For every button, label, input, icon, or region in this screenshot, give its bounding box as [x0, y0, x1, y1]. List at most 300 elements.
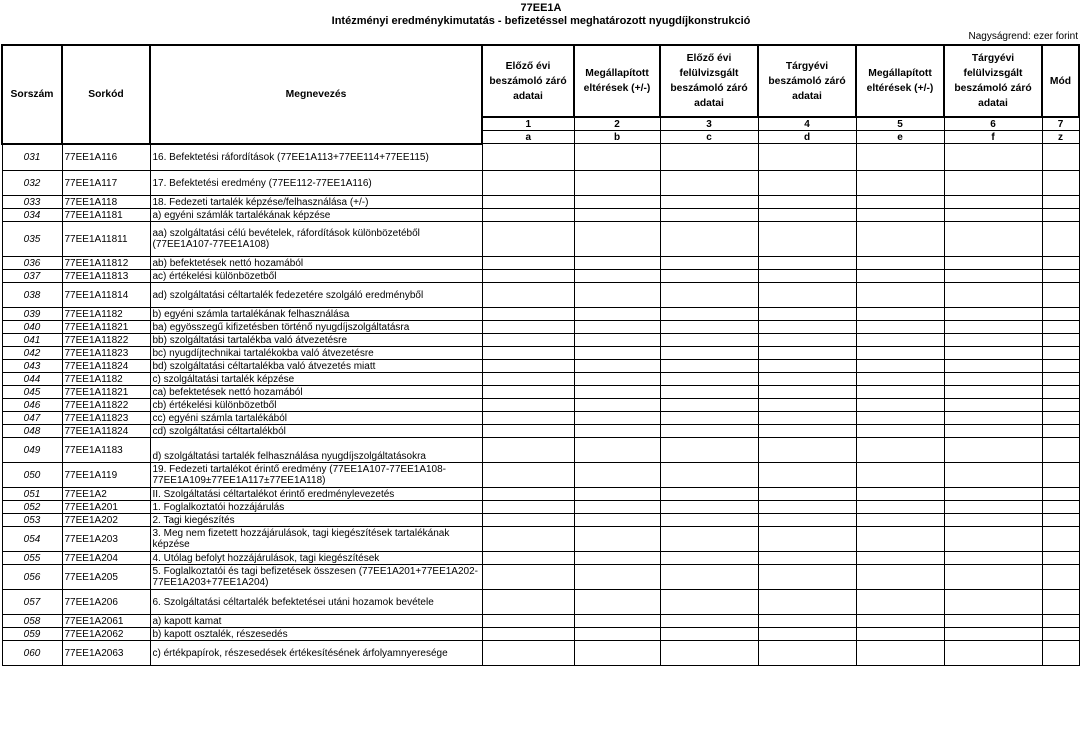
- value-cell-6[interactable]: [944, 321, 1042, 334]
- row-sorkod: 77EE1A11822: [62, 334, 150, 347]
- row-sorszam: 049: [2, 438, 62, 463]
- value-cell-1[interactable]: [482, 347, 574, 360]
- value-cell-3[interactable]: [660, 590, 758, 615]
- value-cell-2[interactable]: [574, 514, 660, 527]
- row-megnevezes: ba) egyösszegű kifizetésben történő nyugdíjszolgáltatásra: [150, 321, 482, 334]
- value-cell-1[interactable]: [482, 270, 574, 283]
- value-cell-5[interactable]: [856, 438, 944, 463]
- row-megnevezes: c) szolgáltatási tartalék képzése: [150, 373, 482, 386]
- value-cell-3[interactable]: [660, 196, 758, 209]
- value-cell-6[interactable]: [944, 412, 1042, 425]
- value-cell-5[interactable]: [856, 308, 944, 321]
- table-row: [2, 501, 1079, 514]
- value-cell-1[interactable]: [482, 334, 574, 347]
- value-cell-3[interactable]: [660, 257, 758, 270]
- value-cell-3[interactable]: [660, 628, 758, 641]
- value-cell-7[interactable]: [1042, 590, 1079, 615]
- row-megnevezes: ab) befektetések nettó hozamából: [150, 257, 482, 270]
- row-megnevezes: a) kapott kamat: [150, 615, 482, 628]
- value-cell-5[interactable]: [856, 386, 944, 399]
- value-cell-1[interactable]: [482, 425, 574, 438]
- value-cell-4[interactable]: [758, 283, 856, 308]
- value-cell-3[interactable]: [660, 488, 758, 501]
- value-cell-5[interactable]: [856, 283, 944, 308]
- value-cell-5[interactable]: [856, 321, 944, 334]
- row-megnevezes: 5. Foglalkoztatói és tagi befizetések összesen (77EE1A201+77EE1A202-77EE1A203+77EE1A204): [150, 565, 482, 590]
- value-cell-6[interactable]: [944, 628, 1042, 641]
- value-cell-1[interactable]: [482, 488, 574, 501]
- value-cell-3[interactable]: [660, 514, 758, 527]
- row-megnevezes: bd) szolgáltatási céltartalékba való átvezetés miatt: [150, 360, 482, 373]
- value-cell-3[interactable]: [660, 501, 758, 514]
- value-cell-4[interactable]: [758, 334, 856, 347]
- value-cell-2[interactable]: [574, 438, 660, 463]
- value-cell-5[interactable]: [856, 171, 944, 196]
- row-sorszam: 042: [2, 347, 62, 360]
- value-cell-6[interactable]: [944, 399, 1042, 412]
- value-cell-2[interactable]: [574, 257, 660, 270]
- value-cell-6[interactable]: [944, 270, 1042, 283]
- value-cell-4[interactable]: [758, 209, 856, 222]
- row-megnevezes: 3. Meg nem fizetett hozzájárulások, tagi kiegészítések tartalékának képzése: [150, 527, 482, 552]
- value-cell-2[interactable]: [574, 552, 660, 565]
- row-sorszam: 050: [2, 463, 62, 488]
- row-sorkod: 77EE1A11822: [62, 399, 150, 412]
- table-row: [2, 628, 1079, 641]
- value-cell-3[interactable]: [660, 425, 758, 438]
- value-cell-6[interactable]: [944, 501, 1042, 514]
- value-cell-4[interactable]: [758, 527, 856, 552]
- value-cell-4[interactable]: [758, 565, 856, 590]
- value-cell-1[interactable]: [482, 438, 574, 463]
- row-sorkod: 77EE1A11813: [62, 270, 150, 283]
- value-cell-5[interactable]: [856, 347, 944, 360]
- value-cell-3[interactable]: [660, 308, 758, 321]
- value-cell-1[interactable]: [482, 144, 574, 171]
- value-cell-5[interactable]: [856, 615, 944, 628]
- value-cell-6[interactable]: [944, 360, 1042, 373]
- value-cell-6[interactable]: [944, 373, 1042, 386]
- value-cell-7[interactable]: [1042, 321, 1079, 334]
- value-cell-5[interactable]: [856, 209, 944, 222]
- value-cell-4[interactable]: [758, 438, 856, 463]
- value-cell-6[interactable]: [944, 615, 1042, 628]
- col-header-5: Megállapított eltérések (+/-): [856, 45, 944, 117]
- value-cell-2[interactable]: [574, 283, 660, 308]
- value-cell-5[interactable]: [856, 196, 944, 209]
- value-cell-6[interactable]: [944, 209, 1042, 222]
- value-cell-2[interactable]: [574, 615, 660, 628]
- value-cell-4[interactable]: [758, 425, 856, 438]
- value-cell-4[interactable]: [758, 196, 856, 209]
- value-cell-3[interactable]: [660, 360, 758, 373]
- value-cell-4[interactable]: [758, 628, 856, 641]
- value-cell-4[interactable]: [758, 501, 856, 514]
- value-cell-6[interactable]: [944, 171, 1042, 196]
- row-megnevezes: II. Szolgáltatási céltartalékot érintő eredménylevezetés: [150, 488, 482, 501]
- col-letter-4: d: [758, 131, 856, 144]
- value-cell-6[interactable]: [944, 308, 1042, 321]
- value-cell-6[interactable]: [944, 425, 1042, 438]
- table-row: [2, 399, 1079, 412]
- value-cell-7[interactable]: [1042, 347, 1079, 360]
- value-cell-4[interactable]: [758, 399, 856, 412]
- row-sorkod: 77EE1A2063: [62, 641, 150, 666]
- value-cell-3[interactable]: [660, 552, 758, 565]
- value-cell-6[interactable]: [944, 514, 1042, 527]
- table-row: [2, 488, 1079, 501]
- value-cell-7[interactable]: [1042, 514, 1079, 527]
- row-sorszam: 060: [2, 641, 62, 666]
- row-sorszam: 057: [2, 590, 62, 615]
- value-cell-2[interactable]: [574, 628, 660, 641]
- row-sorkod: 77EE1A203: [62, 527, 150, 552]
- value-cell-7[interactable]: [1042, 270, 1079, 283]
- value-cell-6[interactable]: [944, 565, 1042, 590]
- value-cell-3[interactable]: [660, 373, 758, 386]
- row-megnevezes: ac) értékelési különbözetből: [150, 270, 482, 283]
- value-cell-7[interactable]: [1042, 171, 1079, 196]
- row-sorszam: 046: [2, 399, 62, 412]
- col-header-2: Megállapított eltérések (+/-): [574, 45, 660, 117]
- value-cell-5[interactable]: [856, 488, 944, 501]
- value-cell-1[interactable]: [482, 399, 574, 412]
- row-sorkod: 77EE1A11823: [62, 412, 150, 425]
- value-cell-2[interactable]: [574, 373, 660, 386]
- value-cell-7[interactable]: [1042, 552, 1079, 565]
- value-cell-5[interactable]: [856, 412, 944, 425]
- value-cell-1[interactable]: [482, 552, 574, 565]
- value-cell-6[interactable]: [944, 438, 1042, 463]
- value-cell-3[interactable]: [660, 171, 758, 196]
- value-cell-6[interactable]: [944, 527, 1042, 552]
- value-cell-7[interactable]: [1042, 399, 1079, 412]
- row-sorkod: 77EE1A1183: [62, 438, 150, 463]
- value-cell-6[interactable]: [944, 222, 1042, 257]
- value-cell-7[interactable]: [1042, 438, 1079, 463]
- value-cell-2[interactable]: [574, 321, 660, 334]
- value-cell-2[interactable]: [574, 425, 660, 438]
- value-cell-1[interactable]: [482, 283, 574, 308]
- value-cell-4[interactable]: [758, 514, 856, 527]
- value-cell-2[interactable]: [574, 641, 660, 666]
- row-sorszam: 044: [2, 373, 62, 386]
- value-cell-6[interactable]: [944, 552, 1042, 565]
- col-letter-7: z: [1042, 131, 1079, 144]
- row-sorkod: 77EE1A118: [62, 196, 150, 209]
- row-sorszam: 038: [2, 283, 62, 308]
- value-cell-1[interactable]: [482, 373, 574, 386]
- value-cell-1[interactable]: [482, 412, 574, 425]
- table-row: [2, 144, 1079, 171]
- row-megnevezes: 2. Tagi kiegészítés: [150, 514, 482, 527]
- row-megnevezes: cd) szolgáltatási céltartalékból: [150, 425, 482, 438]
- row-megnevezes: ad) szolgáltatási céltartalék fedezetére szolgáló eredményből: [150, 283, 482, 308]
- row-megnevezes: c) értékpapírok, részesedések értékesítésének árfolyamnyeresége: [150, 641, 482, 666]
- value-cell-2[interactable]: [574, 565, 660, 590]
- value-cell-3[interactable]: [660, 412, 758, 425]
- value-cell-7[interactable]: [1042, 628, 1079, 641]
- value-cell-1[interactable]: [482, 209, 574, 222]
- value-cell-4[interactable]: [758, 373, 856, 386]
- value-cell-7[interactable]: [1042, 257, 1079, 270]
- value-cell-2[interactable]: [574, 501, 660, 514]
- row-sorkod: 77EE1A117: [62, 171, 150, 196]
- value-cell-2[interactable]: [574, 399, 660, 412]
- table-row: [2, 308, 1079, 321]
- value-cell-1[interactable]: [482, 257, 574, 270]
- value-cell-3[interactable]: [660, 565, 758, 590]
- value-cell-1[interactable]: [482, 615, 574, 628]
- row-sorszam: 058: [2, 615, 62, 628]
- value-cell-2[interactable]: [574, 347, 660, 360]
- value-cell-7[interactable]: [1042, 308, 1079, 321]
- value-cell-2[interactable]: [574, 196, 660, 209]
- value-cell-2[interactable]: [574, 488, 660, 501]
- value-cell-7[interactable]: [1042, 488, 1079, 501]
- col-letter-5: e: [856, 131, 944, 144]
- col-number-1: 1: [482, 117, 574, 131]
- value-cell-2[interactable]: [574, 590, 660, 615]
- value-cell-6[interactable]: [944, 334, 1042, 347]
- value-cell-3[interactable]: [660, 209, 758, 222]
- value-cell-2[interactable]: [574, 222, 660, 257]
- table-row: [2, 552, 1079, 565]
- col-header-sorkod: Sorkód: [62, 45, 150, 144]
- value-cell-3[interactable]: [660, 463, 758, 488]
- table-row: [2, 565, 1079, 590]
- value-cell-3[interactable]: [660, 399, 758, 412]
- value-cell-3[interactable]: [660, 270, 758, 283]
- row-sorszam: 043: [2, 360, 62, 373]
- report-table: [1, 44, 1080, 666]
- value-cell-1[interactable]: [482, 463, 574, 488]
- value-cell-7[interactable]: [1042, 641, 1079, 666]
- value-cell-7[interactable]: [1042, 425, 1079, 438]
- value-cell-4[interactable]: [758, 463, 856, 488]
- row-sorszam: 055: [2, 552, 62, 565]
- row-sorkod: 77EE1A11821: [62, 321, 150, 334]
- table-row: [2, 386, 1079, 399]
- value-cell-4[interactable]: [758, 360, 856, 373]
- row-megnevezes: bc) nyugdíjtechnikai tartalékokba való átvezetésre: [150, 347, 482, 360]
- value-cell-4[interactable]: [758, 308, 856, 321]
- value-cell-3[interactable]: [660, 321, 758, 334]
- table-row: [2, 373, 1079, 386]
- value-cell-4[interactable]: [758, 488, 856, 501]
- col-header-megnevezes: Megnevezés: [150, 45, 482, 144]
- value-cell-4[interactable]: [758, 222, 856, 257]
- value-cell-2[interactable]: [574, 334, 660, 347]
- col-letter-3: c: [660, 131, 758, 144]
- value-cell-4[interactable]: [758, 412, 856, 425]
- row-sorszam: 036: [2, 257, 62, 270]
- value-cell-5[interactable]: [856, 425, 944, 438]
- value-cell-6[interactable]: [944, 196, 1042, 209]
- value-cell-4[interactable]: [758, 257, 856, 270]
- value-cell-1[interactable]: [482, 386, 574, 399]
- value-cell-7[interactable]: [1042, 615, 1079, 628]
- value-cell-6[interactable]: [944, 347, 1042, 360]
- value-cell-5[interactable]: [856, 590, 944, 615]
- value-cell-1[interactable]: [482, 501, 574, 514]
- value-cell-1[interactable]: [482, 196, 574, 209]
- value-cell-4[interactable]: [758, 321, 856, 334]
- value-cell-5[interactable]: [856, 552, 944, 565]
- value-cell-5[interactable]: [856, 360, 944, 373]
- value-cell-7[interactable]: [1042, 222, 1079, 257]
- table-row: [2, 209, 1079, 222]
- value-cell-3[interactable]: [660, 347, 758, 360]
- row-sorkod: 77EE1A2062: [62, 628, 150, 641]
- value-cell-7[interactable]: [1042, 334, 1079, 347]
- value-cell-5[interactable]: [856, 373, 944, 386]
- value-cell-3[interactable]: [660, 438, 758, 463]
- row-megnevezes: b) kapott osztalék, részesedés: [150, 628, 482, 641]
- value-cell-7[interactable]: [1042, 360, 1079, 373]
- value-cell-3[interactable]: [660, 283, 758, 308]
- value-cell-1[interactable]: [482, 590, 574, 615]
- value-cell-2[interactable]: [574, 386, 660, 399]
- value-cell-4[interactable]: [758, 347, 856, 360]
- value-cell-5[interactable]: [856, 257, 944, 270]
- table-row: [2, 590, 1079, 615]
- value-cell-5[interactable]: [856, 565, 944, 590]
- value-cell-5[interactable]: [856, 527, 944, 552]
- value-cell-4[interactable]: [758, 641, 856, 666]
- table-row: [2, 615, 1079, 628]
- value-cell-3[interactable]: [660, 386, 758, 399]
- value-cell-1[interactable]: [482, 641, 574, 666]
- row-megnevezes: b) egyéni számla tartalékának felhasználása: [150, 308, 482, 321]
- value-cell-6[interactable]: [944, 386, 1042, 399]
- row-sorkod: 77EE1A1182: [62, 308, 150, 321]
- value-cell-6[interactable]: [944, 144, 1042, 171]
- value-cell-1[interactable]: [482, 628, 574, 641]
- value-cell-6[interactable]: [944, 641, 1042, 666]
- value-cell-2[interactable]: [574, 412, 660, 425]
- value-cell-3[interactable]: [660, 615, 758, 628]
- value-cell-1[interactable]: [482, 321, 574, 334]
- value-cell-3[interactable]: [660, 334, 758, 347]
- table-row: [2, 270, 1079, 283]
- row-megnevezes: ca) befektetések nettó hozamából: [150, 386, 482, 399]
- value-cell-5[interactable]: [856, 399, 944, 412]
- value-cell-7[interactable]: [1042, 196, 1079, 209]
- value-cell-1[interactable]: [482, 514, 574, 527]
- col-number-4: 4: [758, 117, 856, 131]
- value-cell-3[interactable]: [660, 144, 758, 171]
- value-cell-7[interactable]: [1042, 209, 1079, 222]
- value-cell-5[interactable]: [856, 463, 944, 488]
- value-cell-5[interactable]: [856, 501, 944, 514]
- row-sorkod: 77EE1A206: [62, 590, 150, 615]
- value-cell-2[interactable]: [574, 527, 660, 552]
- value-cell-1[interactable]: [482, 360, 574, 373]
- value-cell-2[interactable]: [574, 171, 660, 196]
- row-megnevezes: 19. Fedezeti tartalékot érintő eredmény (77EE1A107-77EE1A108-77EE1A109±77EE1A117±77EE1A118): [150, 463, 482, 488]
- value-cell-2[interactable]: [574, 209, 660, 222]
- value-cell-5[interactable]: [856, 334, 944, 347]
- row-megnevezes: 4. Utólag befolyt hozzájárulások, tagi kiegészítések: [150, 552, 482, 565]
- value-cell-7[interactable]: [1042, 373, 1079, 386]
- value-cell-3[interactable]: [660, 527, 758, 552]
- value-cell-7[interactable]: [1042, 463, 1079, 488]
- value-cell-6[interactable]: [944, 257, 1042, 270]
- value-cell-3[interactable]: [660, 641, 758, 666]
- row-sorkod: 77EE1A11814: [62, 283, 150, 308]
- value-cell-2[interactable]: [574, 308, 660, 321]
- value-cell-7[interactable]: [1042, 283, 1079, 308]
- row-sorkod: 77EE1A11824: [62, 425, 150, 438]
- value-cell-4[interactable]: [758, 590, 856, 615]
- value-cell-3[interactable]: [660, 222, 758, 257]
- value-cell-4[interactable]: [758, 386, 856, 399]
- value-cell-2[interactable]: [574, 144, 660, 171]
- value-cell-1[interactable]: [482, 565, 574, 590]
- value-cell-2[interactable]: [574, 270, 660, 283]
- table-row: [2, 425, 1079, 438]
- row-sorkod: 77EE1A204: [62, 552, 150, 565]
- form-code: 77EE1A: [520, 2, 562, 14]
- value-cell-7[interactable]: [1042, 501, 1079, 514]
- value-cell-5[interactable]: [856, 144, 944, 171]
- value-cell-1[interactable]: [482, 171, 574, 196]
- value-cell-2[interactable]: [574, 360, 660, 373]
- row-sorszam: 045: [2, 386, 62, 399]
- col-number-5: 5: [856, 117, 944, 131]
- value-cell-1[interactable]: [482, 527, 574, 552]
- row-sorszam: 039: [2, 308, 62, 321]
- value-cell-4[interactable]: [758, 171, 856, 196]
- value-cell-4[interactable]: [758, 615, 856, 628]
- table-row: [2, 222, 1079, 257]
- row-megnevezes: cb) értékelési különbözetből: [150, 399, 482, 412]
- value-cell-2[interactable]: [574, 463, 660, 488]
- row-megnevezes: 6. Szolgáltatási céltartalék befektetései utáni hozamok bevétele: [150, 590, 482, 615]
- value-cell-1[interactable]: [482, 308, 574, 321]
- value-cell-5[interactable]: [856, 641, 944, 666]
- value-cell-6[interactable]: [944, 283, 1042, 308]
- value-cell-4[interactable]: [758, 144, 856, 171]
- row-sorkod: 77EE1A11824: [62, 360, 150, 373]
- value-cell-6[interactable]: [944, 463, 1042, 488]
- row-sorkod: 77EE1A1181: [62, 209, 150, 222]
- value-cell-6[interactable]: [944, 590, 1042, 615]
- row-megnevezes: aa) szolgáltatási célú bevételek, ráfordítások különbözetéből (77EE1A107-77EE1A108): [150, 222, 482, 257]
- value-cell-6[interactable]: [944, 488, 1042, 501]
- value-cell-5[interactable]: [856, 628, 944, 641]
- table-row: [2, 463, 1079, 488]
- value-cell-7[interactable]: [1042, 565, 1079, 590]
- value-cell-4[interactable]: [758, 552, 856, 565]
- value-cell-5[interactable]: [856, 270, 944, 283]
- value-cell-5[interactable]: [856, 514, 944, 527]
- value-cell-7[interactable]: [1042, 527, 1079, 552]
- table-row: [2, 641, 1079, 666]
- value-cell-7[interactable]: [1042, 412, 1079, 425]
- row-sorszam: 052: [2, 501, 62, 514]
- value-cell-7[interactable]: [1042, 386, 1079, 399]
- row-sorkod: 77EE1A11811: [62, 222, 150, 257]
- row-sorszam: 037: [2, 270, 62, 283]
- value-cell-7[interactable]: [1042, 144, 1079, 171]
- value-cell-1[interactable]: [482, 222, 574, 257]
- row-megnevezes: 1. Foglalkoztatói hozzájárulás: [150, 501, 482, 514]
- value-cell-4[interactable]: [758, 270, 856, 283]
- value-cell-5[interactable]: [856, 222, 944, 257]
- row-megnevezes: a) egyéni számlák tartalékának képzése: [150, 209, 482, 222]
